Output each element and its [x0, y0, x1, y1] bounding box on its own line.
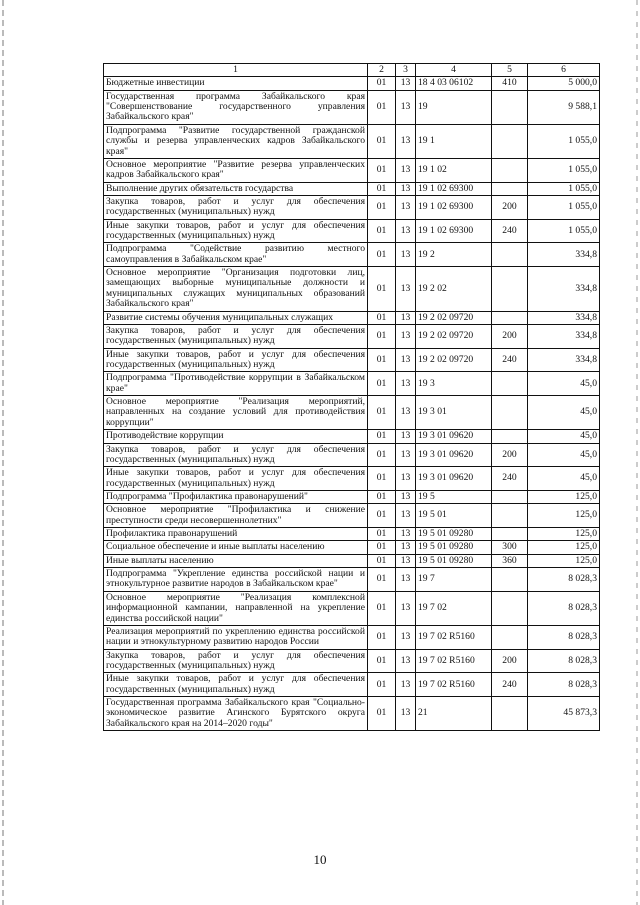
row-subsection: 13 [396, 124, 416, 158]
row-expense-type: 240 [492, 348, 528, 372]
table-header-row [104, 64, 600, 77]
row-subsection: 13 [396, 430, 416, 443]
table-row [104, 124, 600, 158]
row-section: 01 [368, 528, 396, 541]
table-row [104, 504, 600, 528]
row-target-code: 19 7 [416, 568, 492, 592]
row-name: Закупка товаров, работ и услуг для обеспечения государственных (муниципальных) нужд [104, 443, 368, 467]
row-subsection: 13 [396, 490, 416, 503]
row-subsection: 13 [396, 541, 416, 554]
row-amount: 45 873,3 [528, 697, 600, 731]
row-target-code: 19 5 01 09280 [416, 528, 492, 541]
table-row [104, 348, 600, 372]
row-expense-type: 300 [492, 541, 528, 554]
row-name: Основное мероприятие "Организация подготовки лиц, замещающих выборные муниципальные должности и муниципальных служащих муниципальных образований Забайкальского края" [104, 267, 368, 311]
table-row [104, 467, 600, 491]
row-target-code: 19 3 01 09620 [416, 430, 492, 443]
row-amount: 45,0 [528, 372, 600, 396]
row-expense-type [492, 90, 528, 124]
row-amount: 334,8 [528, 267, 600, 311]
row-amount: 334,8 [528, 243, 600, 267]
row-target-code: 19 5 01 09280 [416, 554, 492, 567]
row-subsection: 13 [396, 324, 416, 348]
row-name: Иные закупки товаров, работ и услуг для обеспечения государственных (муниципальных) нужд [104, 673, 368, 697]
row-section: 01 [368, 568, 396, 592]
row-section: 01 [368, 124, 396, 158]
row-amount: 45,0 [528, 443, 600, 467]
row-expense-type: 360 [492, 554, 528, 567]
row-subsection: 13 [396, 372, 416, 396]
table-row [104, 554, 600, 567]
row-expense-type [492, 124, 528, 158]
row-section: 01 [368, 158, 396, 182]
row-target-code: 21 [416, 697, 492, 731]
row-section: 01 [368, 267, 396, 311]
row-amount: 1 055,0 [528, 158, 600, 182]
row-name: Подпрограмма "Укрепление единства российской нации и этнокультурное развитие народов в Забайкальском крае" [104, 568, 368, 592]
row-name: Реализация мероприятий по укреплению единства российской нации и этнокультурному развитию народов России [104, 625, 368, 649]
row-subsection: 13 [396, 697, 416, 731]
row-section: 01 [368, 697, 396, 731]
row-amount: 334,8 [528, 348, 600, 372]
row-name: Бюджетные инвестиции [104, 77, 368, 90]
row-section: 01 [368, 324, 396, 348]
row-expense-type: 240 [492, 673, 528, 697]
row-target-code: 19 1 02 69300 [416, 195, 492, 219]
row-name: Основное мероприятие "Реализация мероприятий, направленных на создание условий для противодействия коррупции" [104, 396, 368, 430]
row-target-code: 19 1 [416, 124, 492, 158]
row-name: Иные закупки товаров, работ и услуг для обеспечения государственных (муниципальных) нужд [104, 467, 368, 491]
row-amount: 8 028,3 [528, 591, 600, 625]
row-section: 01 [368, 649, 396, 673]
table-row [104, 568, 600, 592]
budget-table [103, 63, 600, 731]
row-amount: 45,0 [528, 430, 600, 443]
row-section: 01 [368, 219, 396, 243]
row-name: Профилактика правонарушений [104, 528, 368, 541]
scan-left-edge [2, 0, 4, 905]
row-target-code: 19 3 01 09620 [416, 467, 492, 491]
row-section: 01 [368, 673, 396, 697]
row-section: 01 [368, 243, 396, 267]
scan-right-edge [636, 0, 638, 905]
row-target-code: 19 [416, 90, 492, 124]
table-row [104, 430, 600, 443]
row-target-code: 19 2 02 09720 [416, 348, 492, 372]
page-number: 10 [313, 852, 327, 867]
table-row [104, 372, 600, 396]
row-expense-type [492, 182, 528, 195]
table-row [104, 541, 600, 554]
row-expense-type: 240 [492, 219, 528, 243]
row-name: Иные выплаты населению [104, 554, 368, 567]
row-expense-type [492, 158, 528, 182]
row-amount: 125,0 [528, 528, 600, 541]
row-section: 01 [368, 504, 396, 528]
table-row [104, 528, 600, 541]
row-section: 01 [368, 372, 396, 396]
row-target-code: 19 2 02 09720 [416, 311, 492, 324]
table-row [104, 591, 600, 625]
row-name: Закупка товаров, работ и услуг для обеспечения государственных (муниципальных) нужд [104, 324, 368, 348]
row-subsection: 13 [396, 90, 416, 124]
table-row [104, 195, 600, 219]
row-section: 01 [368, 348, 396, 372]
row-target-code: 19 3 01 [416, 396, 492, 430]
row-expense-type: 410 [492, 77, 528, 90]
row-target-code: 19 1 02 [416, 158, 492, 182]
row-section: 01 [368, 195, 396, 219]
row-expense-type [492, 267, 528, 311]
row-amount: 125,0 [528, 541, 600, 554]
table-row [104, 443, 600, 467]
row-subsection: 13 [396, 649, 416, 673]
row-subsection: 13 [396, 396, 416, 430]
row-subsection: 13 [396, 219, 416, 243]
table-row [104, 267, 600, 311]
row-name: Государственная программа Забайкальского края "Социально-экономическое развитие Агинского Бурятского округа Забайкальского края на 2014–2020 годы" [104, 697, 368, 731]
row-expense-type: 240 [492, 467, 528, 491]
row-amount: 1 055,0 [528, 219, 600, 243]
row-target-code: 19 2 02 09720 [416, 324, 492, 348]
table-row [104, 219, 600, 243]
row-expense-type [492, 243, 528, 267]
row-name: Социальное обеспечение и иные выплаты населению [104, 541, 368, 554]
row-amount: 8 028,3 [528, 649, 600, 673]
row-expense-type [492, 591, 528, 625]
row-subsection: 13 [396, 591, 416, 625]
table-row [104, 90, 600, 124]
row-name: Подпрограмма "Содействие развитию местного самоуправления в Забайкальском крае" [104, 243, 368, 267]
table-row [104, 625, 600, 649]
row-name: Противодействие коррупции [104, 430, 368, 443]
column-header-2: 2 [368, 64, 396, 77]
row-section: 01 [368, 311, 396, 324]
row-expense-type [492, 490, 528, 503]
row-amount: 1 055,0 [528, 182, 600, 195]
row-name: Основное мероприятие "Реализация комплексной информационной кампании, направленной на укрепление единства российской нации" [104, 591, 368, 625]
row-expense-type [492, 504, 528, 528]
row-target-code: 19 3 [416, 372, 492, 396]
row-target-code: 19 7 02 R5160 [416, 649, 492, 673]
row-name: Выполнение других обязательств государства [104, 182, 368, 195]
table-row [104, 243, 600, 267]
table-row [104, 311, 600, 324]
row-name: Подпрограмма "Развитие государственной гражданской службы и резерва управленческих кадров Забайкальского края" [104, 124, 368, 158]
table-row [104, 673, 600, 697]
row-name: Основное мероприятие "Развитие резерва управленческих кадров Забайкальского края" [104, 158, 368, 182]
row-amount: 1 055,0 [528, 124, 600, 158]
row-subsection: 13 [396, 182, 416, 195]
row-name: Иные закупки товаров, работ и услуг для обеспечения государственных (муниципальных) нужд [104, 348, 368, 372]
row-expense-type [492, 372, 528, 396]
row-name: Подпрограмма "Противодействие коррупции в Забайкальском крае" [104, 372, 368, 396]
row-expense-type: 200 [492, 195, 528, 219]
row-subsection: 13 [396, 267, 416, 311]
row-subsection: 13 [396, 158, 416, 182]
row-amount: 8 028,3 [528, 568, 600, 592]
column-header-5: 5 [492, 64, 528, 77]
row-subsection: 13 [396, 195, 416, 219]
row-expense-type: 200 [492, 649, 528, 673]
row-subsection: 13 [396, 528, 416, 541]
row-subsection: 13 [396, 467, 416, 491]
column-header-1: 1 [104, 64, 368, 77]
table-row [104, 77, 600, 90]
row-section: 01 [368, 554, 396, 567]
row-section: 01 [368, 591, 396, 625]
row-amount: 5 000,0 [528, 77, 600, 90]
row-expense-type [492, 396, 528, 430]
row-subsection: 13 [396, 443, 416, 467]
table-row [104, 649, 600, 673]
row-amount: 8 028,3 [528, 673, 600, 697]
row-target-code: 19 7 02 R5160 [416, 673, 492, 697]
row-expense-type [492, 311, 528, 324]
row-name: Иные закупки товаров, работ и услуг для обеспечения государственных (муниципальных) нужд [104, 219, 368, 243]
row-target-code: 19 5 [416, 490, 492, 503]
row-section: 01 [368, 77, 396, 90]
row-subsection: 13 [396, 568, 416, 592]
row-section: 01 [368, 90, 396, 124]
row-subsection: 13 [396, 243, 416, 267]
row-name: Закупка товаров, работ и услуг для обеспечения государственных (муниципальных) нужд [104, 195, 368, 219]
row-name: Закупка товаров, работ и услуг для обеспечения государственных (муниципальных) нужд [104, 649, 368, 673]
table-row [104, 158, 600, 182]
row-section: 01 [368, 443, 396, 467]
table-row [104, 396, 600, 430]
table-row [104, 697, 600, 731]
row-subsection: 13 [396, 348, 416, 372]
row-subsection: 13 [396, 554, 416, 567]
row-amount: 125,0 [528, 504, 600, 528]
row-subsection: 13 [396, 77, 416, 90]
row-target-code: 19 5 01 09280 [416, 541, 492, 554]
row-section: 01 [368, 625, 396, 649]
column-header-3: 3 [396, 64, 416, 77]
row-target-code: 19 7 02 [416, 591, 492, 625]
row-target-code: 19 1 02 69300 [416, 182, 492, 195]
row-target-code: 19 5 01 [416, 504, 492, 528]
row-section: 01 [368, 541, 396, 554]
row-amount: 45,0 [528, 396, 600, 430]
row-target-code: 19 7 02 R5160 [416, 625, 492, 649]
row-amount: 125,0 [528, 554, 600, 567]
row-expense-type [492, 568, 528, 592]
table-row [104, 490, 600, 503]
row-target-code: 19 3 01 09620 [416, 443, 492, 467]
row-section: 01 [368, 396, 396, 430]
row-target-code: 19 2 [416, 243, 492, 267]
row-section: 01 [368, 490, 396, 503]
row-subsection: 13 [396, 673, 416, 697]
row-expense-type [492, 697, 528, 731]
row-expense-type [492, 625, 528, 649]
table-row [104, 324, 600, 348]
row-expense-type [492, 528, 528, 541]
row-name: Государственная программа Забайкальского края "Совершенствование государственного управления Забайкальского края" [104, 90, 368, 124]
row-amount: 9 588,1 [528, 90, 600, 124]
row-target-code: 18 4 03 06102 [416, 77, 492, 90]
row-name: Подпрограмма "Профилактика правонарушений" [104, 490, 368, 503]
row-section: 01 [368, 467, 396, 491]
row-target-code: 19 1 02 69300 [416, 219, 492, 243]
row-expense-type: 200 [492, 443, 528, 467]
row-subsection: 13 [396, 625, 416, 649]
table-row [104, 182, 600, 195]
row-section: 01 [368, 182, 396, 195]
column-header-6: 6 [528, 64, 600, 77]
row-amount: 334,8 [528, 311, 600, 324]
row-amount: 125,0 [528, 490, 600, 503]
row-amount: 8 028,3 [528, 625, 600, 649]
row-expense-type: 200 [492, 324, 528, 348]
row-section: 01 [368, 430, 396, 443]
row-subsection: 13 [396, 504, 416, 528]
row-amount: 334,8 [528, 324, 600, 348]
row-name: Основное мероприятие "Профилактика и снижение преступности среди несовершеннолетних" [104, 504, 368, 528]
row-amount: 1 055,0 [528, 195, 600, 219]
row-name: Развитие системы обучения муниципальных служащих [104, 311, 368, 324]
column-header-4: 4 [416, 64, 492, 77]
row-subsection: 13 [396, 311, 416, 324]
row-expense-type [492, 430, 528, 443]
row-amount: 45,0 [528, 467, 600, 491]
row-target-code: 19 2 02 [416, 267, 492, 311]
